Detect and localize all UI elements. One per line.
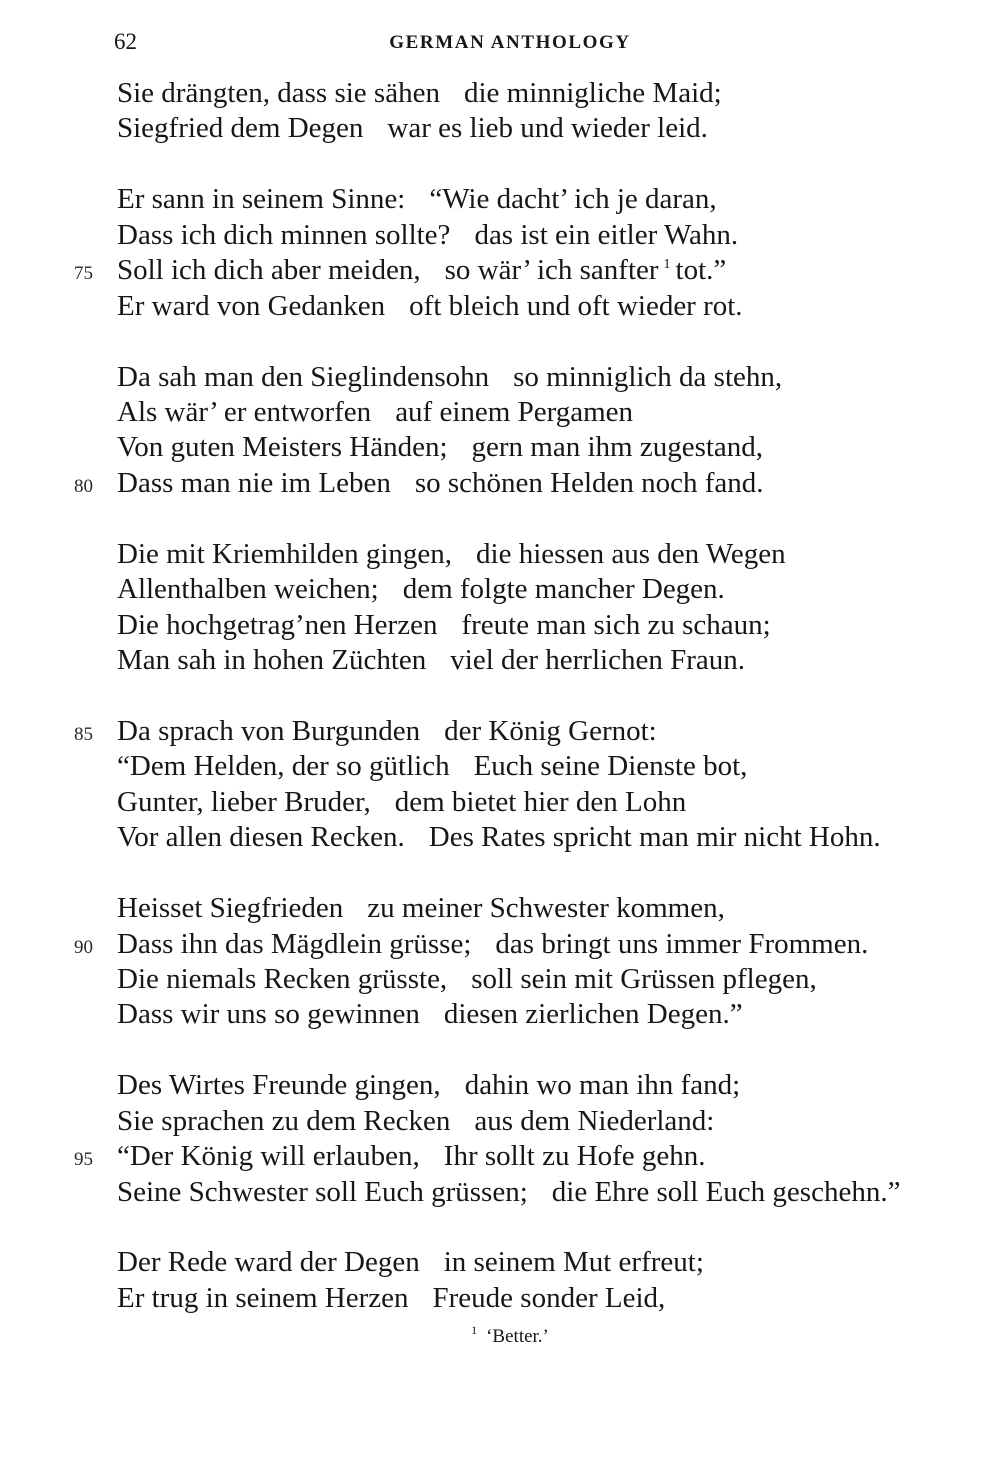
- second-half-line: [495, 928, 868, 960]
- second-half-line: [415, 467, 764, 499]
- first-half-line: Da sprach von Burgunden: [117, 714, 421, 747]
- half-line-text: Freude sonder Leid,: [432, 1281, 666, 1314]
- first-half-line: Heisset Siegfrieden: [117, 892, 344, 925]
- line-number: 85: [74, 723, 93, 745]
- half-line-text: diesen zierlichen Degen.”: [443, 998, 743, 1031]
- half-line-text: war es lieb und wieder leid.: [387, 112, 708, 145]
- half-line-text: dem bietet hier den Lohn: [394, 785, 687, 818]
- half-line-text: tot.”: [675, 254, 727, 287]
- first-half-line: Allenthalben weichen;: [117, 573, 379, 606]
- half-line-text: dem folgte mancher Degen.: [402, 573, 725, 606]
- verse-line: [74, 927, 977, 962]
- verse-line: [117, 785, 977, 820]
- half-line-text: so schönen Helden noch fand.: [414, 466, 764, 499]
- second-half-line: [474, 1105, 714, 1137]
- stanza: [74, 714, 977, 856]
- verse-line: [117, 1104, 977, 1139]
- verse-line: [74, 466, 977, 501]
- first-half-line: Dass wir uns so gewinnen: [117, 998, 420, 1031]
- verse-line: [117, 608, 977, 643]
- half-line-text: so minniglich da stehn,: [513, 360, 783, 393]
- page-header: [0, 0, 1000, 70]
- first-half-line: Die hochgetrag’nen Herzen: [117, 608, 438, 641]
- half-line-text: dahin wo man ihn fand;: [464, 1069, 741, 1102]
- first-half-line: Die niemals Recken grüsste,: [117, 962, 448, 995]
- first-half-line: Seine Schwester soll Euch grüssen;: [117, 1175, 528, 1208]
- second-half-line: [552, 1176, 901, 1208]
- verse-line: [117, 430, 977, 465]
- first-half-line: Er trug in seinem Herzen: [117, 1281, 409, 1314]
- footnote: [300, 1323, 720, 1351]
- half-line-text: soll sein mit Grüssen pflegen,: [471, 962, 817, 995]
- poem-text: [74, 76, 977, 1352]
- line-number: 80: [74, 475, 93, 497]
- second-half-line: [403, 573, 725, 605]
- second-half-line: [476, 538, 786, 570]
- first-half-line: Gunter, lieber Bruder,: [117, 785, 371, 818]
- verse-line: [117, 360, 977, 395]
- first-half-line: “Der König will erlauben,: [117, 1140, 420, 1173]
- first-half-line: Die mit Kriemhilden gingen,: [117, 537, 453, 570]
- running-title: GERMAN ANTHOLOGY: [389, 32, 631, 53]
- verse-line: [117, 572, 977, 607]
- first-half-line: Dass man nie im Leben: [117, 466, 391, 499]
- stanza: [74, 360, 977, 502]
- half-line-text: gern man ihm zugestand,: [471, 431, 764, 464]
- first-half-line: Von guten Meisters Händen;: [117, 431, 448, 464]
- half-line-text: die Ehre soll Euch geschehn.”: [551, 1175, 901, 1208]
- second-half-line: [461, 609, 770, 641]
- verse-line: [117, 76, 977, 111]
- first-half-line: Dass ihn das Mägdlein grüsse;: [117, 927, 472, 960]
- second-half-line: [433, 1282, 666, 1314]
- second-half-line: [444, 1140, 706, 1172]
- half-line-text: die hiessen aus den Wegen: [476, 537, 786, 570]
- half-line-text: Ihr sollt zu Hofe gehn.: [443, 1140, 706, 1173]
- footnote-text: ‘Better.’: [486, 1326, 549, 1347]
- first-half-line: Er ward von Gedanken: [117, 289, 386, 322]
- first-half-line: Als wär’ er entworfen: [117, 395, 372, 428]
- second-half-line: [367, 892, 725, 924]
- first-half-line: “Dem Helden, der so gütlich: [117, 750, 450, 783]
- first-half-line: Vor allen diesen Recken.: [117, 821, 405, 854]
- first-half-line: Soll ich dich aber meiden,: [117, 254, 421, 287]
- half-line-text: aus dem Niederland:: [474, 1104, 715, 1137]
- second-half-line: [471, 963, 817, 995]
- first-half-line: Er sann in seinem Sinne:: [117, 183, 406, 216]
- verse-line: [117, 218, 977, 253]
- second-half-line: [444, 998, 743, 1030]
- half-line-text: das ist ein eitler Wahn.: [474, 218, 739, 251]
- page-number: 62: [114, 29, 137, 54]
- second-half-line: [445, 254, 727, 286]
- line-number: 75: [74, 263, 93, 285]
- verse-line: [117, 891, 977, 926]
- half-line-text: Euch seine Dienste bot,: [473, 750, 748, 783]
- verse-line: [117, 643, 977, 678]
- half-line-text: so wär’ ich sanfter: [444, 254, 659, 287]
- first-half-line: Siegfried dem Degen: [117, 112, 364, 145]
- second-half-line: [429, 821, 881, 853]
- second-half-line: [513, 361, 782, 393]
- verse-line: [74, 253, 977, 288]
- verse-line: [117, 1068, 977, 1103]
- verse-line: [117, 111, 977, 146]
- stanza: [117, 76, 977, 147]
- first-half-line: Da sah man den Sieglindensohn: [117, 360, 490, 393]
- second-half-line: [444, 715, 657, 747]
- half-line-text: der König Gernot:: [444, 714, 657, 747]
- line-number: 90: [74, 936, 93, 958]
- verse-line: [117, 537, 977, 572]
- half-line-text: in seinem Mut erfreut;: [443, 1246, 704, 1279]
- verse-line: [117, 289, 977, 324]
- verse-line: [74, 1139, 977, 1174]
- second-half-line: [387, 112, 708, 144]
- half-line-text: “Wie dacht’ ich je daran,: [429, 183, 717, 216]
- second-half-line: [409, 290, 742, 322]
- first-half-line: Der Rede ward der Degen: [117, 1246, 420, 1279]
- second-half-line: [474, 750, 748, 782]
- second-half-line: [465, 1069, 740, 1101]
- second-half-line: [444, 1246, 704, 1278]
- first-half-line: Dass ich dich minnen sollte?: [117, 218, 451, 251]
- half-line-text: die minnigliche Maid;: [463, 77, 722, 109]
- verse-line: [117, 820, 977, 855]
- second-half-line: [395, 396, 633, 428]
- second-half-line: [450, 644, 745, 676]
- verse-line: [117, 962, 977, 997]
- half-line-text: auf einem Pergamen: [395, 395, 634, 428]
- stanza: [117, 1245, 977, 1316]
- footnote-reference: 1: [663, 257, 671, 273]
- second-half-line: [395, 786, 687, 818]
- half-line-text: Des Rates spricht man mir nicht Hohn.: [428, 821, 881, 854]
- half-line-text: freute man sich zu schaun;: [461, 608, 771, 641]
- stanza: [74, 182, 977, 324]
- stanza: [74, 891, 977, 1033]
- verse-line: [117, 182, 977, 217]
- verse-line: [117, 749, 977, 784]
- verse-line: [117, 1281, 977, 1316]
- first-half-line: Sie sprachen zu dem Recken: [117, 1104, 451, 1137]
- second-half-line: [464, 77, 722, 109]
- first-half-line: Sie drängten, dass sie sähen: [117, 77, 440, 109]
- half-line-text: viel der herrlichen Fraun.: [450, 644, 745, 676]
- stanza: [74, 1068, 977, 1210]
- first-half-line: Des Wirtes Freunde gingen,: [117, 1069, 441, 1102]
- half-line-text: zu meiner Schwester kommen,: [367, 892, 725, 925]
- line-number: 95: [74, 1149, 93, 1171]
- stanza: [117, 537, 977, 679]
- second-half-line: [429, 183, 716, 215]
- second-half-line: [472, 431, 764, 463]
- verse-line: [117, 1245, 977, 1280]
- verse-line: [117, 395, 977, 430]
- verse-line: [117, 1175, 977, 1210]
- footnote-marker: 1: [471, 1323, 478, 1337]
- half-line-text: das bringt uns immer Frommen.: [495, 927, 869, 960]
- verse-line: [74, 714, 977, 749]
- first-half-line: Man sah in hohen Züchten: [117, 644, 427, 676]
- half-line-text: oft bleich und oft wieder rot.: [409, 289, 743, 322]
- second-half-line: [474, 219, 738, 251]
- verse-line: [117, 997, 977, 1032]
